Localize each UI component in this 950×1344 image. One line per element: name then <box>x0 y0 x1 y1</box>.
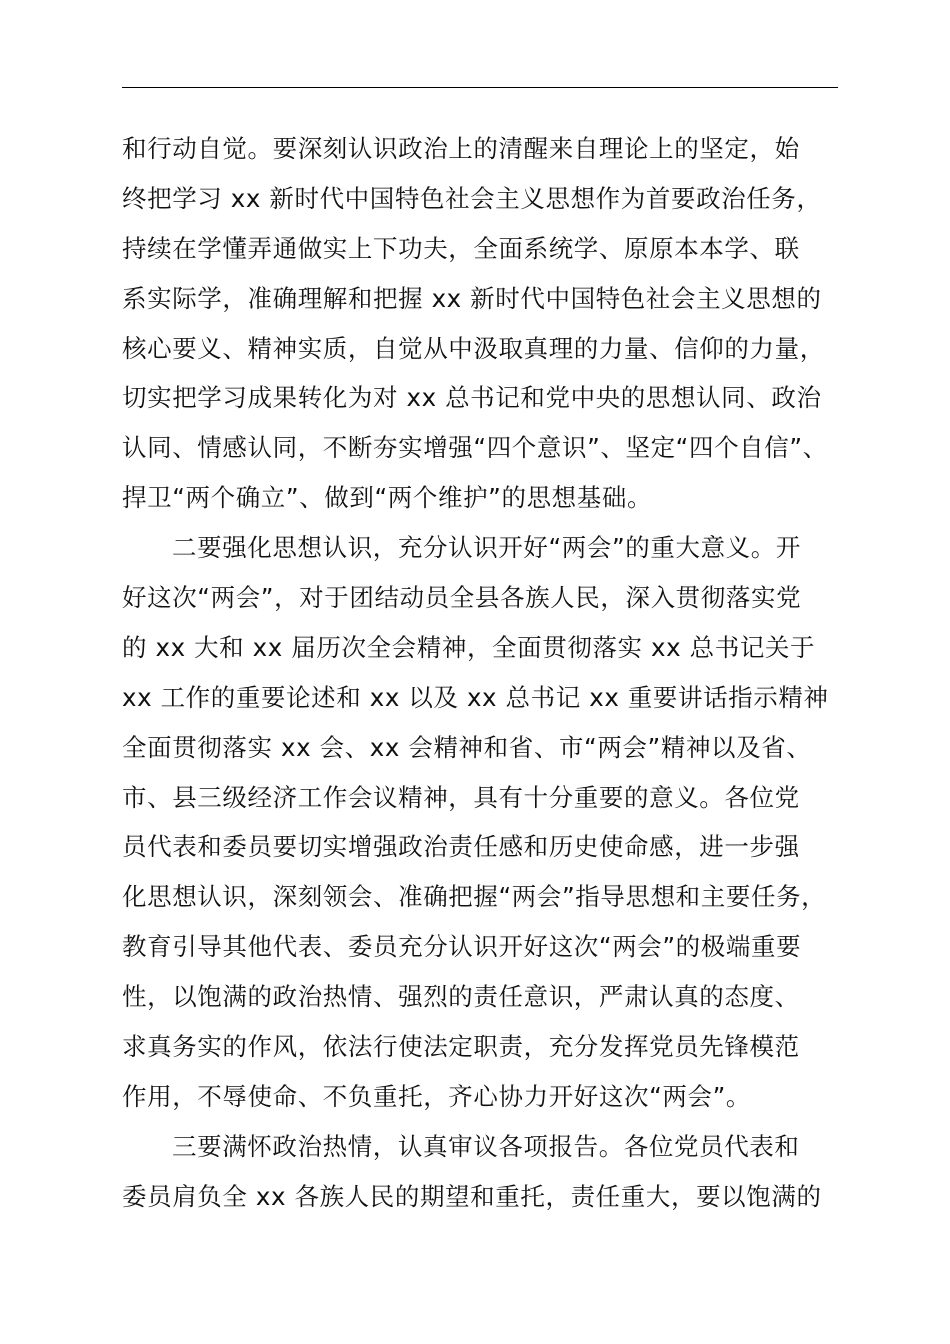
text-line-16: 化思想认识，深刻领会、准确把握“两会”指导思想和主要任务， <box>122 882 827 912</box>
text-line-19: 求真务实的作风，依法行使法定职责，充分发挥党员先锋模范 <box>122 1032 800 1062</box>
header-rule <box>122 87 838 88</box>
body-text <box>122 124 838 1222</box>
text-line-17: 教育引导其他代表、委员充分认识开好这次“两会”的极端重要 <box>122 932 802 962</box>
text-line-12: xx 工作的重要论述和 xx 以及 xx 总书记 xx 重要讲话指示精神 <box>122 682 829 712</box>
text-line-4: 系实际学，准确理解和把握 xx 新时代中国特色社会主义思想的 <box>122 283 822 313</box>
text-line-18: 性，以饱满的政治热情、强烈的责任意识，严肃认真的态度、 <box>122 982 800 1012</box>
text-line-22: 委员肩负全 xx 各族人民的期望和重托，责任重大，要以饱满的 <box>122 1181 822 1211</box>
text-line-5: 核心要义、精神实质，自觉从中汲取真理的力量、信仰的力量， <box>122 333 825 363</box>
text-line-7: 认同、情感认同，不断夯实增强“四个意识”、坚定“四个自信”、 <box>122 433 828 463</box>
text-line-15: 员代表和委员要切实增强政治责任感和历史使命感，进一步强 <box>122 832 800 862</box>
text-line-3: 持续在学懂弄通做实上下功夫，全面系统学、原原本本学、联 <box>122 233 800 263</box>
text-line-13: 全面贯彻落实 xx 会、xx 会精神和省、市“两会”精神以及省、 <box>122 732 812 762</box>
text-line-14: 市、县三级经济工作会议精神，具有十分重要的意义。各位党 <box>122 782 800 812</box>
text-line-2: 终把学习 xx 新时代中国特色社会主义思想作为首要政治任务， <box>122 183 822 213</box>
text-line-1: 和行动自觉。要深刻认识政治上的清醒来自理论上的坚定，始 <box>122 134 800 163</box>
text-line-20: 作用，不辱使命、不负重托，齐心协力开好这次“两会”。 <box>122 1081 751 1111</box>
text-line-8: 捍卫“两个确立”、做到“两个维护”的思想基础。 <box>122 483 653 513</box>
text-line-11: 的 xx 大和 xx 届历次全会精神，全面贯彻落实 xx 总书记关于 <box>122 632 816 662</box>
paragraph-3-start: 三要满怀政治热情，认真审议各项报告。各位党员代表和 <box>172 1131 800 1161</box>
text-line-10: 好这次“两会”，对于团结动员全县各族人民，深入贯彻落实党 <box>122 583 802 613</box>
paragraph-2-start: 二要强化思想认识，充分认识开好“两会”的重大意义。开 <box>172 533 801 563</box>
text-line-6: 切实把学习成果转化为对 xx 总书记和党中央的思想认同、政治 <box>122 383 822 413</box>
